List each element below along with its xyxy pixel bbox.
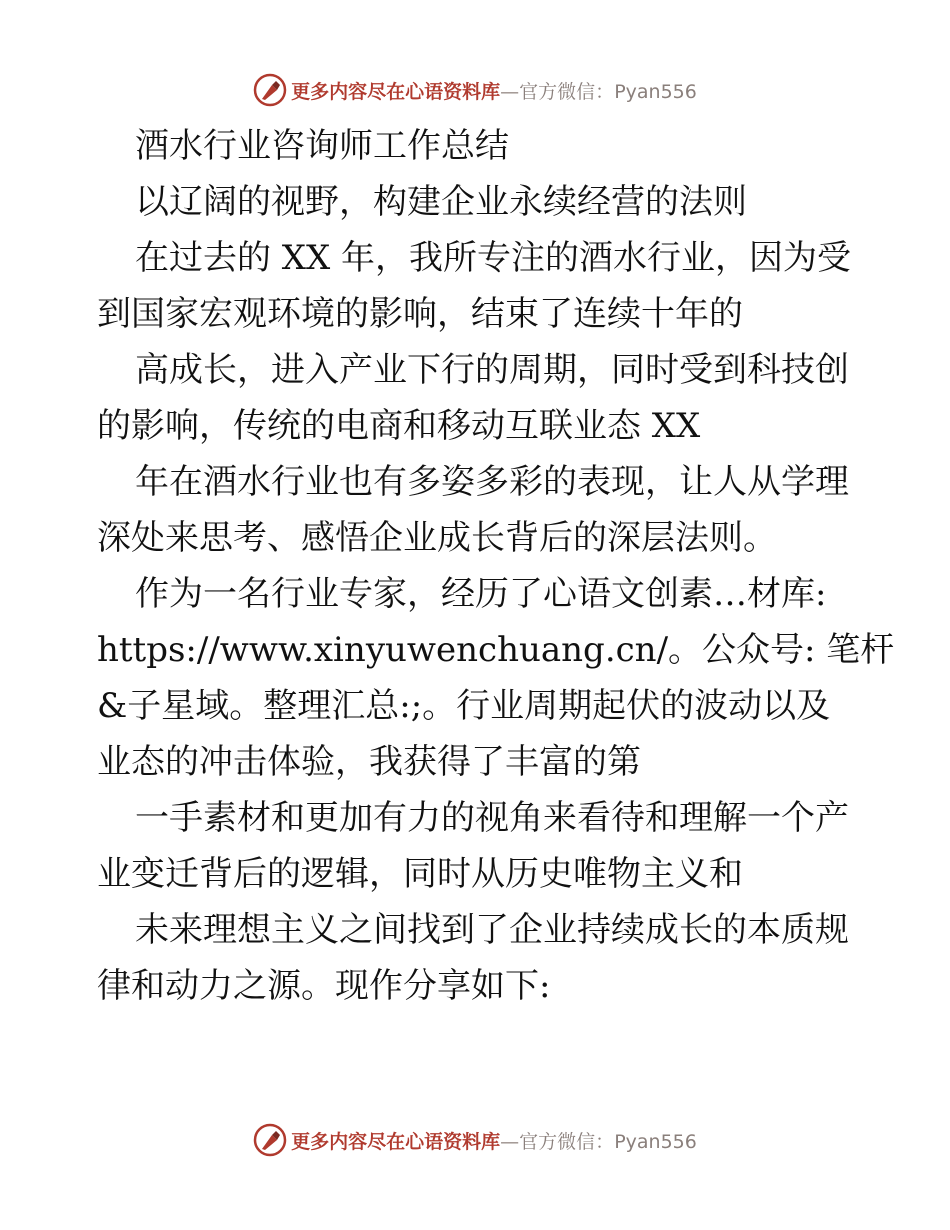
paragraph-line: https://www.xinyuwenchuang.cn/。公众号: 笔杆 bbox=[97, 630, 895, 670]
paragraph-line: 的影响，传统的电商和移动互联业态 XX bbox=[97, 406, 701, 446]
banner-separator: — bbox=[500, 1130, 520, 1153]
banner-main-text: 更多内容尽在心语资料库 bbox=[291, 1130, 501, 1153]
paragraph-line: 高成长，进入产业下行的周期，同时受到科技创 bbox=[135, 350, 849, 390]
paragraph-line: 未来理想主义之间找到了企业持续成长的本质规 bbox=[135, 910, 849, 950]
banner-text bbox=[291, 1127, 697, 1154]
banner-label: 官方微信： bbox=[519, 80, 615, 103]
banner-text bbox=[291, 77, 697, 104]
footer-banner bbox=[0, 1120, 950, 1160]
document-body bbox=[97, 122, 895, 1018]
paragraph-line: 作为一名行业专家，经历了心语文创素…材库: bbox=[135, 574, 827, 614]
header-banner bbox=[0, 70, 950, 110]
paragraph-line: 一手素材和更加有力的视角来看待和理解一个产 bbox=[135, 798, 849, 838]
banner-label: 官方微信： bbox=[519, 1130, 615, 1153]
banner-separator: — bbox=[500, 80, 520, 103]
paragraph-line: 业态的冲击体验，我获得了丰富的第 bbox=[97, 742, 641, 782]
paragraph-line: &子星域。整理汇总:;。行业周期起伏的波动以及 bbox=[97, 686, 831, 726]
banner-wechat-id: Pyan556 bbox=[614, 1130, 697, 1153]
paragraph-line: 年在酒水行业也有多姿多彩的表现，让人从学理 bbox=[135, 462, 849, 502]
pen-nib-icon bbox=[253, 1123, 287, 1157]
pen-nib-icon bbox=[253, 73, 287, 107]
paragraph-line: 到国家宏观环境的影响，结束了连续十年的 bbox=[97, 294, 743, 334]
paragraph-line: 律和动力之源。现作分享如下: bbox=[97, 966, 551, 1006]
banner-wechat-id: Pyan556 bbox=[614, 80, 697, 103]
paragraph-line: 业变迁背后的逻辑，同时从历史唯物主义和 bbox=[97, 854, 743, 894]
banner-main-text: 更多内容尽在心语资料库 bbox=[291, 80, 501, 103]
paragraph-line: 在过去的 XX 年，我所专注的酒水行业，因为受 bbox=[135, 238, 852, 278]
document-title: 酒水行业咨询师工作总结 bbox=[135, 126, 509, 166]
document-subtitle: 以辽阔的视野，构建企业永续经营的法则 bbox=[135, 182, 747, 222]
paragraph-line: 深处来思考、感悟企业成长背后的深层法则。 bbox=[97, 518, 777, 558]
